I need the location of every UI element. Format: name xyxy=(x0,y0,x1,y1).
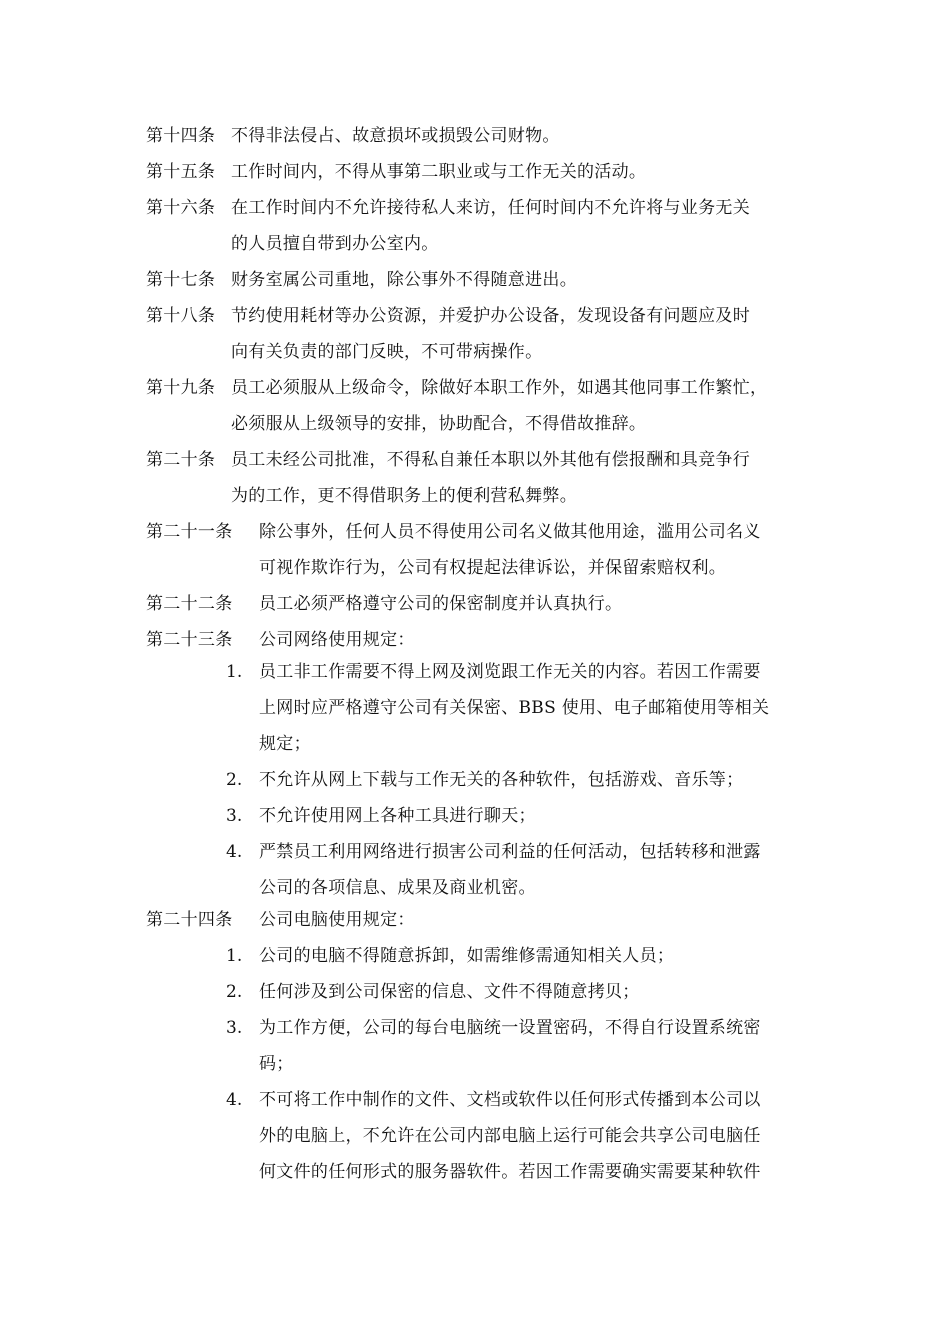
article-24-item-2-text: 任何涉及到公司保密的信息、文件不得随意拷贝； xyxy=(259,982,640,1002)
article-23-item-3-number: 3. xyxy=(226,806,243,826)
article-15-label: 第十五条 xyxy=(146,162,216,182)
article-17-label: 第十七条 xyxy=(146,270,216,290)
article-15-text: 工作时间内，不得从事第二职业或与工作无关的活动。 xyxy=(231,162,647,182)
article-24-item-4-text-1: 不可将工作中制作的文件、文档或软件以任何形式传播到本公司以 xyxy=(259,1090,761,1110)
article-23-item-3-text: 不允许使用网上各种工具进行聊天； xyxy=(259,806,536,826)
article-23-item-4-number: 4. xyxy=(226,842,243,862)
article-21-text-2: 可视作欺诈行为，公司有权提起法律诉讼，并保留索赔权利。 xyxy=(259,558,727,578)
article-23-label: 第二十三条 xyxy=(146,630,233,650)
article-23-item-4-text-1: 严禁员工利用网络进行损害公司利益的任何活动，包括转移和泄露 xyxy=(259,842,761,862)
article-23-item-1-number: 1. xyxy=(226,662,243,682)
article-24-item-3-number: 3. xyxy=(226,1018,243,1038)
article-14-label: 第十四条 xyxy=(146,126,216,146)
article-24-item-4-text-3: 何文件的任何形式的服务器软件。若因工作需要确实需要某种软件 xyxy=(259,1162,761,1182)
article-23-text: 公司网络使用规定： xyxy=(259,630,415,650)
article-19-label: 第十九条 xyxy=(146,378,216,398)
article-14-text: 不得非法侵占、故意损坏或损毁公司财物。 xyxy=(231,126,560,146)
article-24-text: 公司电脑使用规定： xyxy=(259,910,415,930)
article-23-item-2-number: 2. xyxy=(226,770,243,790)
article-18-text-2: 向有关负责的部门反映，不可带病操作。 xyxy=(231,342,543,362)
article-20-text-1: 员工未经公司批准，不得私自兼任本职以外其他有偿报酬和具竞争行 xyxy=(231,450,750,470)
article-18-text-1: 节约使用耗材等办公资源，并爱护办公设备，发现设备有问题应及时 xyxy=(231,306,750,326)
article-23-item-1-text-3: 规定； xyxy=(259,734,311,754)
article-24-item-2-number: 2. xyxy=(226,982,243,1002)
article-19-text-2: 必须服从上级领导的安排，协助配合，不得借故推辞。 xyxy=(231,414,647,434)
article-21-label: 第二十一条 xyxy=(146,522,233,542)
article-24-label: 第二十四条 xyxy=(146,910,233,930)
article-23-item-2-text: 不允许从网上下载与工作无关的各种软件，包括游戏、音乐等； xyxy=(259,770,744,790)
article-24-item-3-text-2: 码； xyxy=(259,1054,294,1074)
article-23-item-4-text-2: 公司的各项信息、成果及商业机密。 xyxy=(259,878,536,898)
article-21-text-1: 除公事外，任何人员不得使用公司名义做其他用途，滥用公司名义 xyxy=(259,522,761,542)
article-24-item-4-text-2: 外的电脑上，不允许在公司内部电脑上运行可能会共享公司电脑任 xyxy=(259,1126,761,1146)
article-20-label: 第二十条 xyxy=(146,450,216,470)
article-24-item-1-text: 公司的电脑不得随意拆卸，如需维修需通知相关人员； xyxy=(259,946,675,966)
article-16-label: 第十六条 xyxy=(146,198,216,218)
article-16-text-1: 在工作时间内不允许接待私人来访，任何时间内不允许将与业务无关 xyxy=(231,198,750,218)
article-19-text-1: 员工必须服从上级命令，除做好本职工作外，如遇其他同事工作繁忙， xyxy=(231,378,768,398)
article-20-text-2: 为的工作，更不得借职务上的便利营私舞弊。 xyxy=(231,486,577,506)
article-23-item-1-text-2: 上网时应严格遵守公司有关保密、BBS 使用、电子邮箱使用等相关 xyxy=(259,698,770,718)
article-23-item-1-text-1: 员工非工作需要不得上网及浏览跟工作无关的内容。若因工作需要 xyxy=(259,662,761,682)
article-22-label: 第二十二条 xyxy=(146,594,233,614)
article-22-text: 员工必须严格遵守公司的保密制度并认真执行。 xyxy=(259,594,623,614)
article-17-text: 财务室属公司重地，除公事外不得随意进出。 xyxy=(231,270,577,290)
article-24-item-4-number: 4. xyxy=(226,1090,243,1110)
article-24-item-3-text-1: 为工作方便，公司的每台电脑统一设置密码，不得自行设置系统密 xyxy=(259,1018,761,1038)
article-16-text-2: 的人员擅自带到办公室内。 xyxy=(231,234,439,254)
article-18-label: 第十八条 xyxy=(146,306,216,326)
article-24-item-1-number: 1. xyxy=(226,946,243,966)
